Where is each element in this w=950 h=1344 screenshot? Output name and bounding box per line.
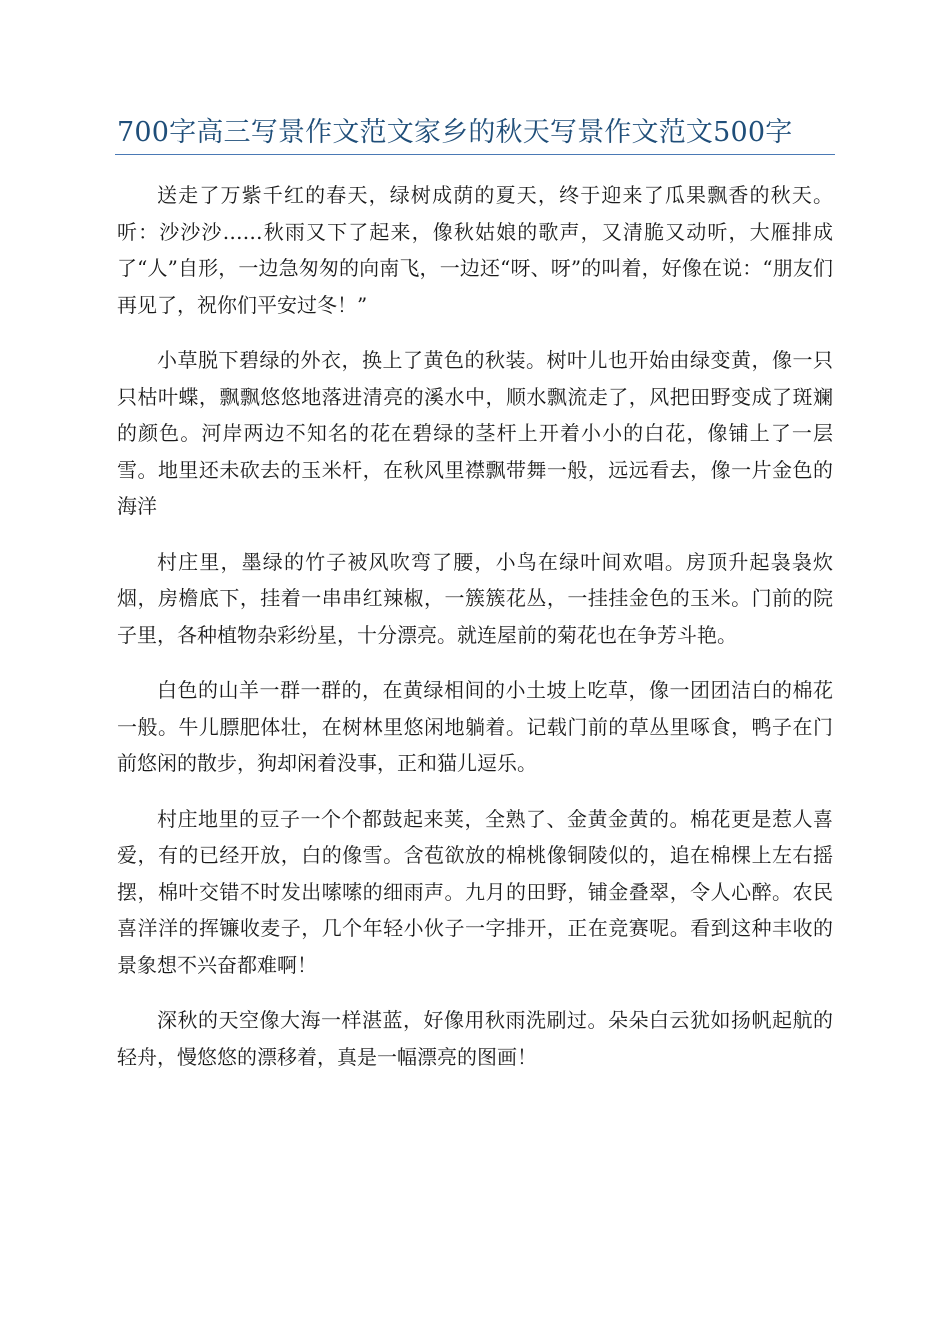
paragraph-3: 村庄里，墨绿的竹子被风吹弯了腰，小鸟在绿叶间欢唱。房顶升起袅袅炊烟，房檐底下，挂着一串串红辣椒，一簇簇花丛，一挂挂金色的玉米。门前的院子里，各种植物杂彩纷星，十分漂亮。就连屋前的菊花也在争芳斗艳。 <box>117 549 833 647</box>
paragraph-1: 送走了万紫千红的春天，绿树成荫的夏天，终于迎来了瓜果飘香的秋天。听：沙沙沙……秋雨又下了起来，像秋姑娘的歌声，又清脆又动听，大雁排成了“人”自形，一边急匆匆的向南飞，一边还“呀、呀”的叫着，好像在说：“朋友们再见了，祝你们平安过冬！” <box>117 183 833 317</box>
paragraph-4: 白色的山羊一群一群的，在黄绿相间的小土坡上吃草，像一团团洁白的棉花一般。牛儿膘肥体壮，在树林里悠闲地躺着。记载门前的草丛里啄食，鸭子在门前悠闲的散步，狗却闲着没事，正和猫儿逗乐。 <box>117 678 833 775</box>
document-title: 700字高三写景作文范文家乡的秋天写景作文范文500字 <box>117 117 793 148</box>
paragraph-2: 小草脱下碧绿的外衣，换上了黄色的秋装。树叶儿也开始由绿变黄，像一只只枯叶蝶，飘飘悠悠地落进清亮的溪水中，顺水飘流走了，风把田野变成了斑斓的颜色。河岸两边不知名的花在碧绿的茎杆上开着小小的白花，像铺上了一层雪。地里还未砍去的玉米杆，在秋风里襟飘带舞一般，远远看去，像一片金色的海洋 <box>117 348 833 518</box>
document-body <box>117 177 833 1094</box>
paragraph-5: 村庄地里的豆子一个个都鼓起来荚，全熟了、金黄金黄的。棉花更是惹人喜爱，有的已经开放，白的像雪。含苞欲放的棉桃像铜陵似的，追在棉棵上左右摇摆，棉叶交错不时发出嗦嗦的细雨声。九月的田野，铺金叠翠，令人心醉。农民喜洋洋的挥镰收麦子，几个年轻小伙子一字排开，正在竞赛呢。看到这种丰收的景象想不兴奋都难啊！ <box>117 806 833 977</box>
paragraph-6: 深秋的天空像大海一样湛蓝，好像用秋雨洗刷过。朵朵白云犹如扬帆起航的轻舟，慢悠悠的漂移着，真是一幅漂亮的图画！ <box>117 1008 833 1069</box>
title-underline <box>115 154 835 155</box>
